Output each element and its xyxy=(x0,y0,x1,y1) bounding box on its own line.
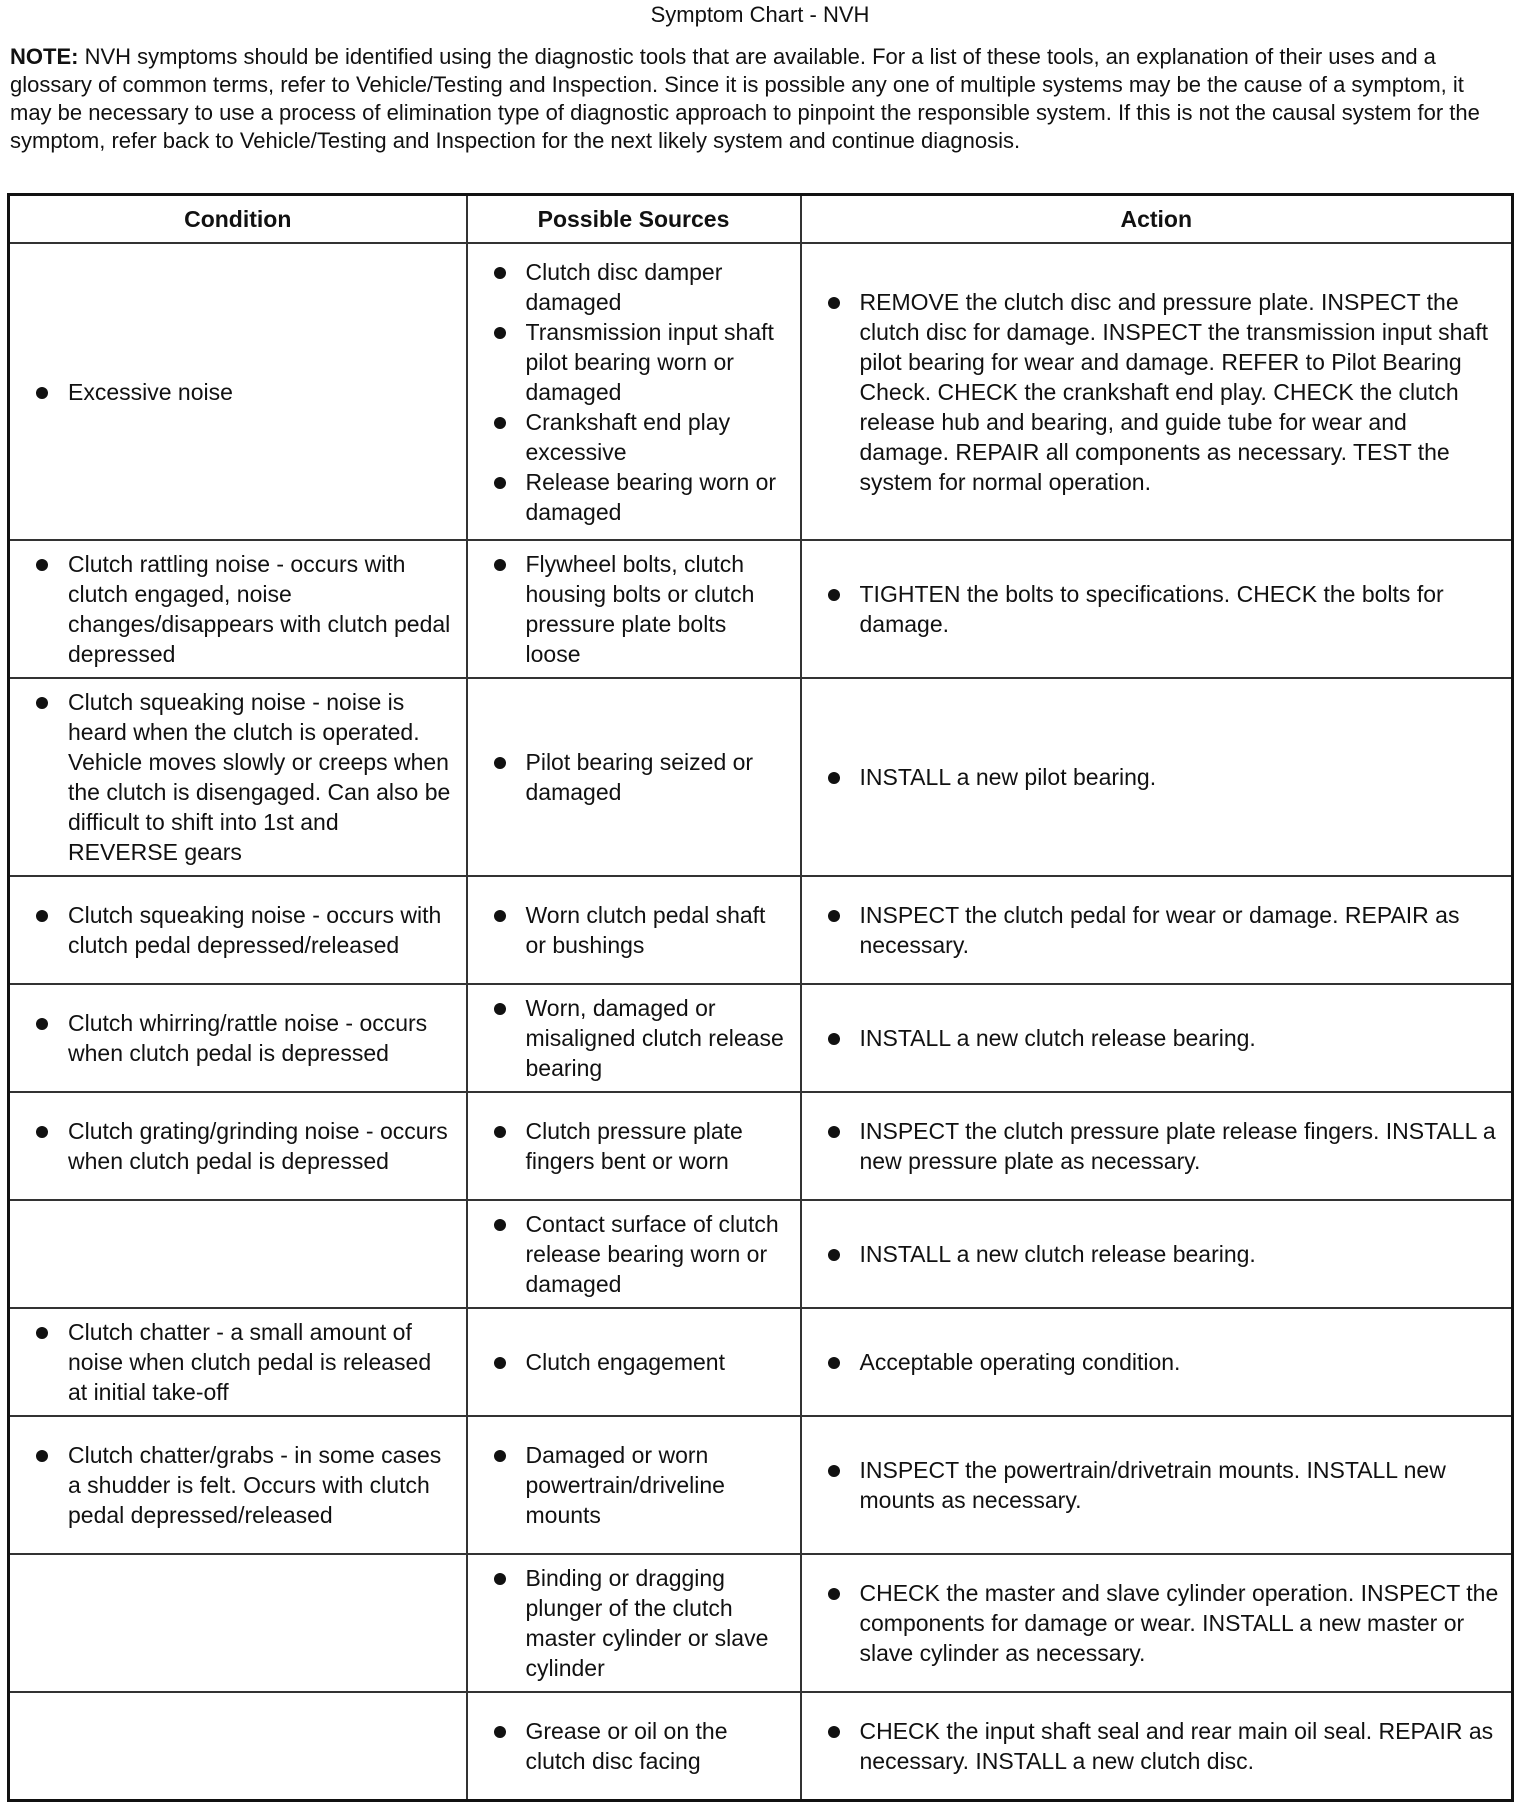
condition-text: Clutch squeaking noise - occurs with clutch pedal depressed/released xyxy=(36,900,454,960)
action-cell xyxy=(801,1308,1513,1416)
source-item: Clutch disc damper damaged xyxy=(494,257,788,317)
action-text: INSPECT the powertrain/drivetrain mounts. INSTALL new mounts as necessary. xyxy=(828,1455,1500,1515)
source-item: Transmission input shaft pilot bearing worn or damaged xyxy=(494,317,788,407)
source-item: Clutch engagement xyxy=(494,1347,788,1377)
condition-cell xyxy=(9,984,467,1092)
source-item: Clutch pressure plate fingers bent or worn xyxy=(494,1116,788,1176)
sources-cell xyxy=(467,243,801,540)
sources-cell xyxy=(467,1692,801,1800)
source-item: Grease or oil on the clutch disc facing xyxy=(494,1716,788,1776)
note-paragraph xyxy=(10,43,1510,155)
condition-cell xyxy=(9,540,467,678)
sources-cell xyxy=(467,1554,801,1692)
table-row xyxy=(9,243,1513,540)
sources-cell xyxy=(467,984,801,1092)
action-cell xyxy=(801,678,1513,876)
action-text: INSPECT the clutch pedal for wear or damage. REPAIR as necessary. xyxy=(828,900,1500,960)
sources-cell xyxy=(467,1200,801,1308)
sources-cell xyxy=(467,540,801,678)
table-row xyxy=(9,1692,1513,1800)
action-cell xyxy=(801,1692,1513,1800)
table-row xyxy=(9,540,1513,678)
condition-cell xyxy=(9,243,467,540)
action-cell xyxy=(801,1554,1513,1692)
table-row xyxy=(9,1200,1513,1308)
sources-cell xyxy=(467,1308,801,1416)
condition-text: Clutch rattling noise - occurs with clutch engaged, noise changes/disappears with clutch pedal depressed xyxy=(36,549,454,669)
action-text: REMOVE the clutch disc and pressure plate. INSPECT the clutch disc for damage. INSPECT the transmission input shaft pilot bearing for wear and damage. REFER to Pilot Bearing Check. CHECK the crankshaft end play. CHECK the clutch release hub and bearing, and guide tube for wear and damage. REPAIR all components as necessary. TEST the system for normal operation. xyxy=(828,287,1500,497)
action-text: INSTALL a new clutch release bearing. xyxy=(828,1239,1500,1269)
sources-cell xyxy=(467,1092,801,1200)
condition-cell xyxy=(9,1092,467,1200)
sources-cell xyxy=(467,876,801,984)
action-text: TIGHTEN the bolts to specifications. CHECK the bolts for damage. xyxy=(828,579,1500,639)
table-row xyxy=(9,678,1513,876)
sources-cell xyxy=(467,678,801,876)
table-row xyxy=(9,876,1513,984)
action-cell xyxy=(801,984,1513,1092)
source-item: Contact surface of clutch release bearing worn or damaged xyxy=(494,1209,788,1299)
action-text: INSTALL a new pilot bearing. xyxy=(828,762,1500,792)
action-cell xyxy=(801,1200,1513,1308)
action-text: Acceptable operating condition. xyxy=(828,1347,1500,1377)
action-text: CHECK the master and slave cylinder operation. INSPECT the components for damage or wear. INSTALL a new master or slave cylinder as necessary. xyxy=(828,1578,1500,1668)
sources-cell xyxy=(467,1416,801,1554)
condition-cell xyxy=(9,876,467,984)
condition-text: Clutch squeaking noise - noise is heard when the clutch is operated. Vehicle moves slowly or creeps when the clutch is disengaged. Can also be difficult to shift into 1st and REVERSE gears xyxy=(36,687,454,867)
header-action: Action xyxy=(801,195,1513,244)
action-text: INSTALL a new clutch release bearing. xyxy=(828,1023,1500,1053)
condition-text: Clutch grating/grinding noise - occurs when clutch pedal is depressed xyxy=(36,1116,454,1176)
table-row xyxy=(9,1416,1513,1554)
condition-text: Clutch chatter - a small amount of noise when clutch pedal is released at initial take-off xyxy=(36,1317,454,1407)
symptom-table xyxy=(7,193,1514,1802)
source-item: Release bearing worn or damaged xyxy=(494,467,788,527)
table-row xyxy=(9,984,1513,1092)
action-cell xyxy=(801,876,1513,984)
note-text: NVH symptoms should be identified using the diagnostic tools that are available. For a list of these tools, an explanation of their uses and a glossary of common terms, refer to Vehicle/Testing and Inspection. Since it is possible any one of multiple systems may be the cause of a symptom, it may be necessary to use a process of elimination type of diagnostic approach to pinpoint the responsible system. If this is not the causal system for the symptom, refer back to Vehicle/Testing and Inspection for the next likely system and continue diagnosis. xyxy=(10,44,1480,153)
condition-cell xyxy=(9,678,467,876)
header-row xyxy=(9,195,1513,244)
condition-cell xyxy=(9,1554,467,1692)
table-body xyxy=(9,243,1513,1800)
condition-cell xyxy=(9,1692,467,1800)
action-text: INSPECT the clutch pressure plate release fingers. INSTALL a new pressure plate as necessary. xyxy=(828,1116,1500,1176)
source-item: Damaged or worn powertrain/driveline mounts xyxy=(494,1440,788,1530)
note-label: NOTE: xyxy=(10,44,79,69)
source-item: Crankshaft end play excessive xyxy=(494,407,788,467)
table-row xyxy=(9,1554,1513,1692)
action-text: CHECK the input shaft seal and rear main oil seal. REPAIR as necessary. INSTALL a new clutch disc. xyxy=(828,1716,1500,1776)
condition-text: Clutch whirring/rattle noise - occurs when clutch pedal is depressed xyxy=(36,1008,454,1068)
source-item: Flywheel bolts, clutch housing bolts or clutch pressure plate bolts loose xyxy=(494,549,788,669)
table-row xyxy=(9,1092,1513,1200)
condition-cell xyxy=(9,1416,467,1554)
page-title: Symptom Chart - NVH xyxy=(650,2,870,27)
condition-text: Clutch chatter/grabs - in some cases a shudder is felt. Occurs with clutch pedal depressed/released xyxy=(36,1440,454,1530)
condition-text: Excessive noise xyxy=(36,377,454,407)
source-item: Worn clutch pedal shaft or bushings xyxy=(494,900,788,960)
action-cell xyxy=(801,540,1513,678)
action-cell xyxy=(801,1092,1513,1200)
header-condition: Condition xyxy=(9,195,467,244)
condition-cell xyxy=(9,1200,467,1308)
source-item: Worn, damaged or misaligned clutch release bearing xyxy=(494,993,788,1083)
table-row xyxy=(9,1308,1513,1416)
action-cell xyxy=(801,243,1513,540)
source-item: Pilot bearing seized or damaged xyxy=(494,747,788,807)
action-cell xyxy=(801,1416,1513,1554)
source-item: Binding or dragging plunger of the clutch master cylinder or slave cylinder xyxy=(494,1563,788,1683)
condition-cell xyxy=(9,1308,467,1416)
header-possible-sources: Possible Sources xyxy=(467,195,801,244)
